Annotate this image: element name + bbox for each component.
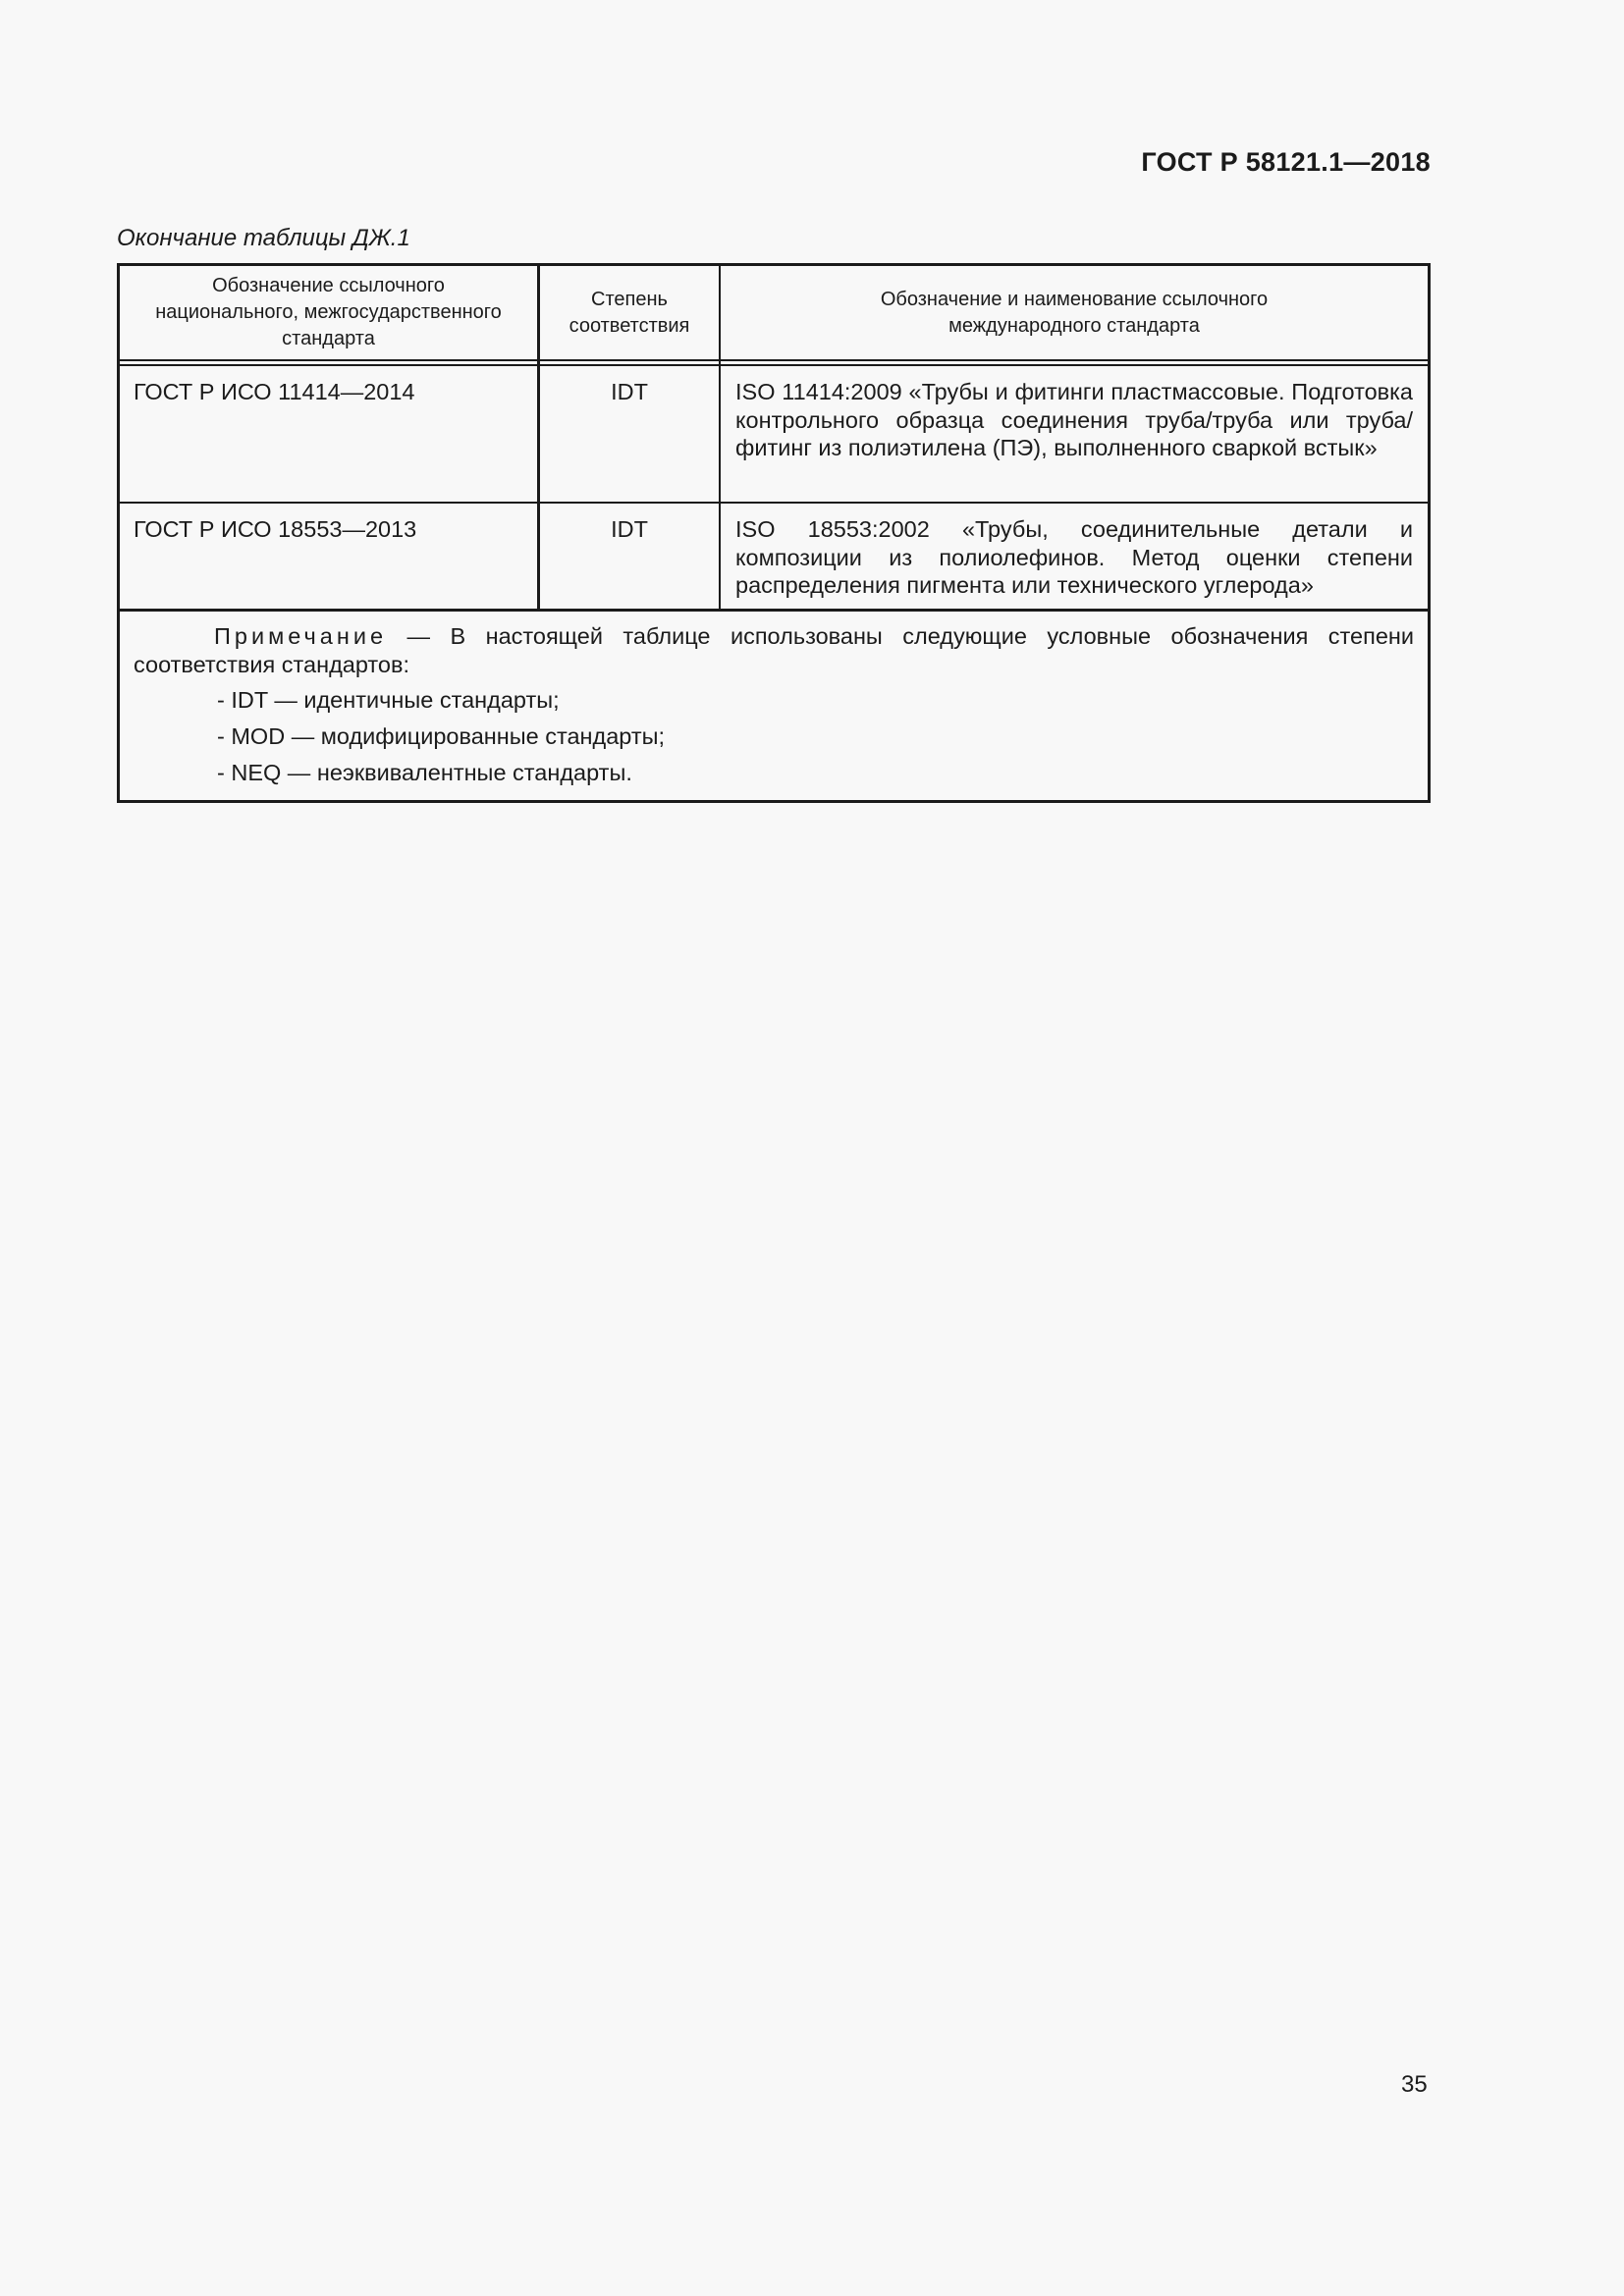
note-item-mod: - MOD — модифицированные стандарты; [217,723,666,749]
header-line: национального, межгосударственного [155,301,502,323]
degree-cell: IDT [540,504,721,609]
note-item-idt: - IDT — идентичные стандарты; [217,687,560,713]
international-standard-cell: ISO 18553:2002 «Трубы, соединительные детали и композиции из полиолефинов. Метод оценки степени распределения пигмента или технического углерода» [735,516,1413,598]
document-code: ГОСТ Р 58121.1—2018 [1141,147,1431,177]
header-line: Обозначение и наименование ссылочного [880,288,1269,310]
international-standard-cell: ISO 11414:2009 «Трубы и фитинги пластмассовые. Подготовка контрольного образца соединения труба/труба или труба/фитинг из полиэтилена (ПЭ), выполненного сваркой встык» [735,379,1413,460]
header-line: Обозначение ссылочного [212,275,445,296]
table-note [120,612,1428,800]
table-caption: Окончание таблицы ДЖ.1 [117,225,410,251]
national-standard-cell: ГОСТ Р ИСО 11414—2014 [120,366,540,502]
table-row [120,504,1428,612]
header-line: международного стандарта [948,314,1200,337]
references-table [117,263,1431,803]
national-standard-cell: ГОСТ Р ИСО 18553—2013 [120,504,540,609]
note-text: — В настоящей таблице использованы следующие условные обозначения степени соответствия стандартов: [134,623,1414,677]
note-intro [134,622,1414,682]
page-number: 35 [1401,2071,1428,2098]
table-row [120,366,1428,504]
degree-cell: IDT [540,366,721,502]
header-line: соответствия [568,314,690,337]
header-line: Степень [591,288,668,310]
header-line: стандарта [282,328,375,349]
note-item-neq: - NEQ — неэквивалентные стандарты. [217,760,632,785]
column-header-international-standard [721,266,1428,359]
column-header-national-standard [120,266,540,359]
column-header-degree [540,266,721,359]
table-header-row [120,266,1428,361]
note-label: Примечание [214,623,388,649]
